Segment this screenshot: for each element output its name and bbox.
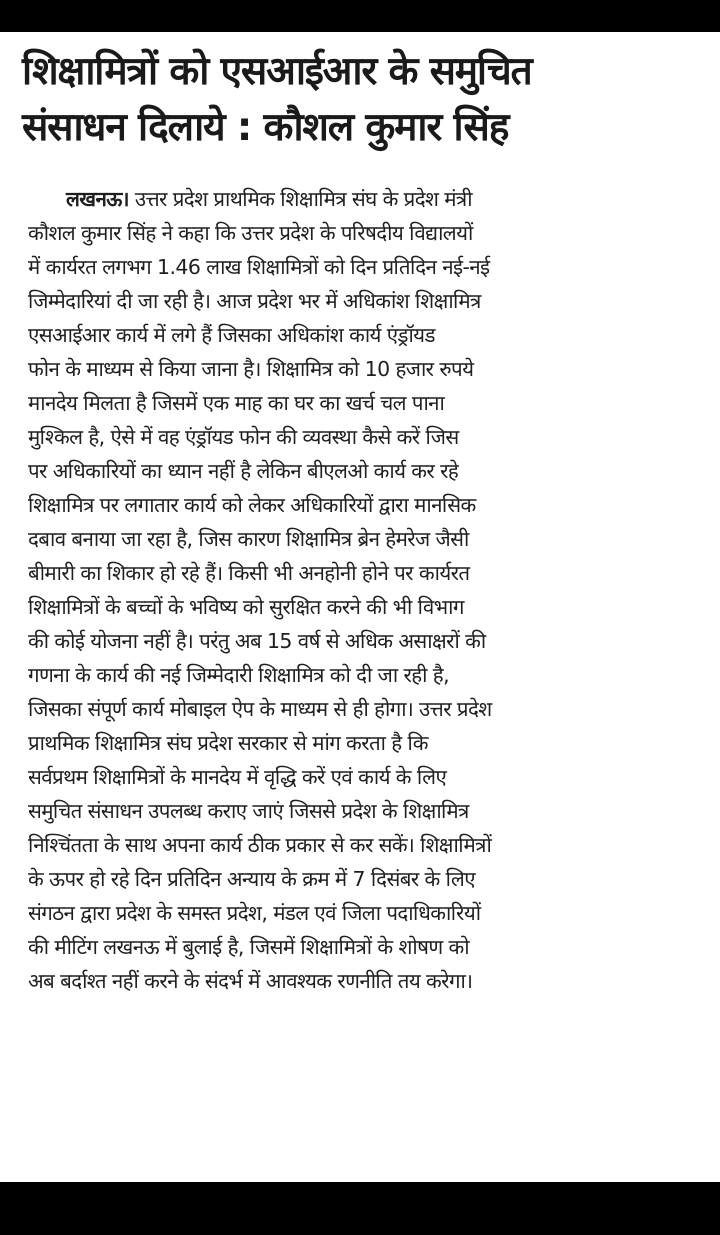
top-black-bar bbox=[0, 0, 720, 32]
article-line: की मीटिंग लखनऊ में बुलाई है, जिसमें शिक्षामित्रों के शोषण को bbox=[28, 935, 469, 959]
newspaper-clipping bbox=[0, 32, 720, 1182]
article-line: की कोई योजना नहीं है। परंतु अब 15 वर्ष से अधिक असाक्षरों की bbox=[28, 629, 486, 653]
article-line bbox=[28, 182, 704, 216]
headline-line-2: संसाधन दिलाये : कौशल कुमार सिंह bbox=[22, 105, 509, 150]
article-line: शिक्षामित्रों के बच्चों के भविष्य को सुरक्षित करने की भी विभाग bbox=[28, 595, 464, 619]
article-line: मुश्किल है, ऐसे में वह एंड्रॉयड फोन की व्यवस्था कैसे करें जिस bbox=[28, 425, 459, 449]
dateline: लखनऊ। bbox=[66, 187, 129, 211]
article-line: बीमारी का शिकार हो रहे हैं। किसी भी अनहोनी होने पर कार्यरत bbox=[28, 561, 470, 585]
bottom-black-bar bbox=[0, 1182, 720, 1235]
article-line: शिक्षामित्र पर लगातार कार्य को लेकर अधिकारियों द्वारा मानसिक bbox=[28, 493, 476, 517]
article-line: में कार्यरत लगभग 1.46 लाख शिक्षामित्रों को दिन प्रतिदिन नई-नई bbox=[28, 255, 490, 279]
article-line: मानदेय मिलता है जिसमें एक माह का घर का खर्च चल पाना bbox=[28, 391, 445, 415]
headline bbox=[22, 44, 712, 156]
article-line: प्राथमिक शिक्षामित्र संघ प्रदेश सरकार से मांग करता है कि bbox=[28, 731, 428, 755]
article-line: फोन के माध्यम से किया जाना है। शिक्षामित्र को 10 हजार रुपये bbox=[28, 357, 474, 381]
article-line: कौशल कुमार सिंह ने कहा कि उत्तर प्रदेश के परिषदीय विद्यालयों bbox=[28, 221, 473, 245]
article-line: अब बर्दाश्त नहीं करने के संदर्भ में आवश्यक रणनीति तय करेगा। bbox=[28, 969, 473, 993]
article-line: दबाव बनाया जा रहा है, जिस कारण शिक्षामित्र ब्रेन हेमरेज जैसी bbox=[28, 527, 469, 551]
article-body bbox=[28, 182, 704, 998]
article-line: के ऊपर हो रहे दिन प्रतिदिन अन्याय के क्रम में 7 दिसंबर के लिए bbox=[28, 867, 475, 891]
article-line: सर्वप्रथम शिक्षामित्रों के मानदेय में वृद्धि करें एवं कार्य के लिए bbox=[28, 765, 447, 789]
headline-line-1: शिक्षामित्रों को एसआईआर के समुचित bbox=[22, 49, 532, 94]
article-line: निश्चिंतता के साथ अपना कार्य ठीक प्रकार से कर सकें। शिक्षामित्रों bbox=[28, 833, 492, 857]
article-line: पर अधिकारियों का ध्यान नहीं है लेकिन बीएलओ कार्य कर रहे bbox=[28, 459, 459, 483]
article-line: गणना के कार्य की नई जिम्मेदारी शिक्षामित्र को दी जा रही है, bbox=[28, 663, 450, 687]
first-line-text: उत्तर प्रदेश प्राथमिक शिक्षामित्र संघ के प्रदेश मंत्री bbox=[128, 187, 472, 211]
article-line: जिम्मेदारियां दी जा रही है। आज प्रदेश भर में अधिकांश शिक्षामित्र bbox=[28, 289, 481, 313]
article-line: समुचित संसाधन उपलब्ध कराए जाएं जिससे प्रदेश के शिक्षामित्र bbox=[28, 799, 469, 823]
article-line: एसआईआर कार्य में लगे हैं जिसका अधिकांश कार्य एंड्रॉयड bbox=[28, 323, 435, 347]
article-line: संगठन द्वारा प्रदेश के समस्त प्रदेश, मंडल एवं जिला पदाधिकारियों bbox=[28, 901, 481, 925]
article-line: जिसका संपूर्ण कार्य मोबाइल ऐप के माध्यम से ही होगा। उत्तर प्रदेश bbox=[28, 697, 492, 721]
